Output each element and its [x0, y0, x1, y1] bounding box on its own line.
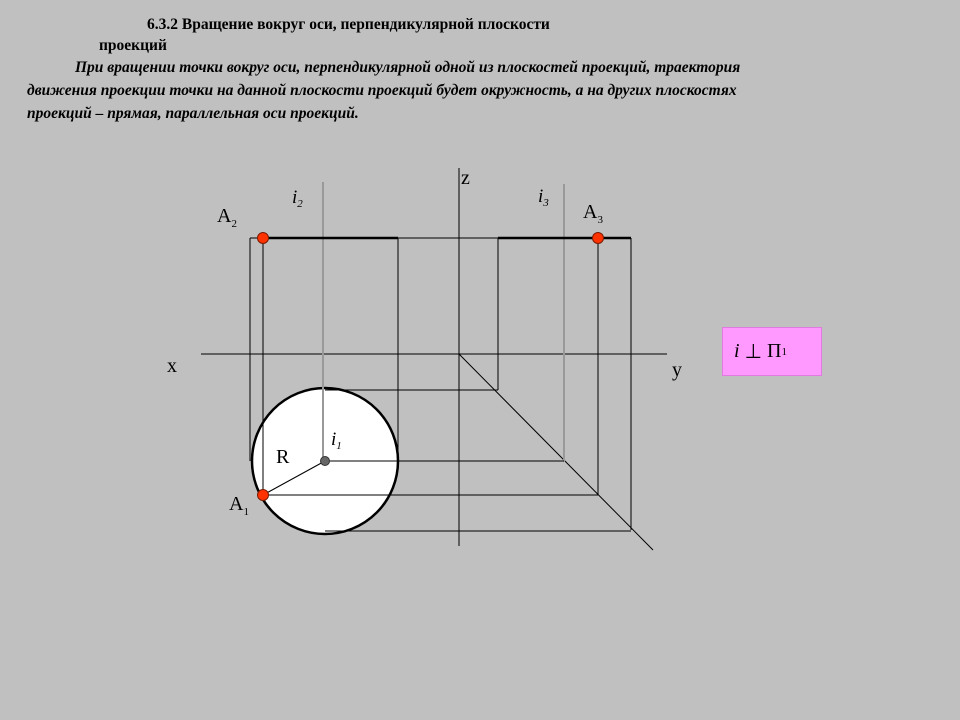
label-y: y — [672, 359, 682, 381]
label-a2: $A_2$ — [217, 205, 237, 230]
center-i1 — [321, 457, 330, 466]
label-i3: $i_3$ — [538, 186, 549, 209]
formula-perp: ⊥ — [744, 341, 762, 363]
constant-line — [459, 354, 653, 550]
point-a1 — [258, 490, 269, 501]
point-a2 — [258, 233, 269, 244]
formula-plane: П — [766, 340, 782, 362]
title-line-2: проекций — [99, 37, 167, 54]
point-a3 — [593, 233, 604, 244]
label-z: z — [461, 167, 470, 189]
label-a3: $A_3$ — [583, 201, 603, 226]
formula-plane-sub: 1 — [781, 345, 787, 358]
formula-var: i — [734, 340, 740, 362]
title-line-1: 6.3.2 Вращение вокруг оси, перпендикулярной плоскости — [147, 16, 550, 33]
label-r: R — [276, 446, 290, 468]
label-i1: $i_1$ — [331, 429, 342, 452]
paragraph-line-1: При вращении точки вокруг оси, перпендикулярной одной из плоскостей проекций, траектория — [75, 59, 741, 76]
label-a1: $A_1$ — [229, 493, 249, 518]
paragraph-line-2: движения проекции точки на данной плоскости проекций будет окружность, а на других плоскостях — [27, 82, 737, 99]
label-x: x — [167, 355, 177, 377]
label-i2: $i_2$ — [292, 187, 303, 210]
paragraph-line-3: проекций – прямая, параллельная оси проекций. — [27, 105, 359, 122]
